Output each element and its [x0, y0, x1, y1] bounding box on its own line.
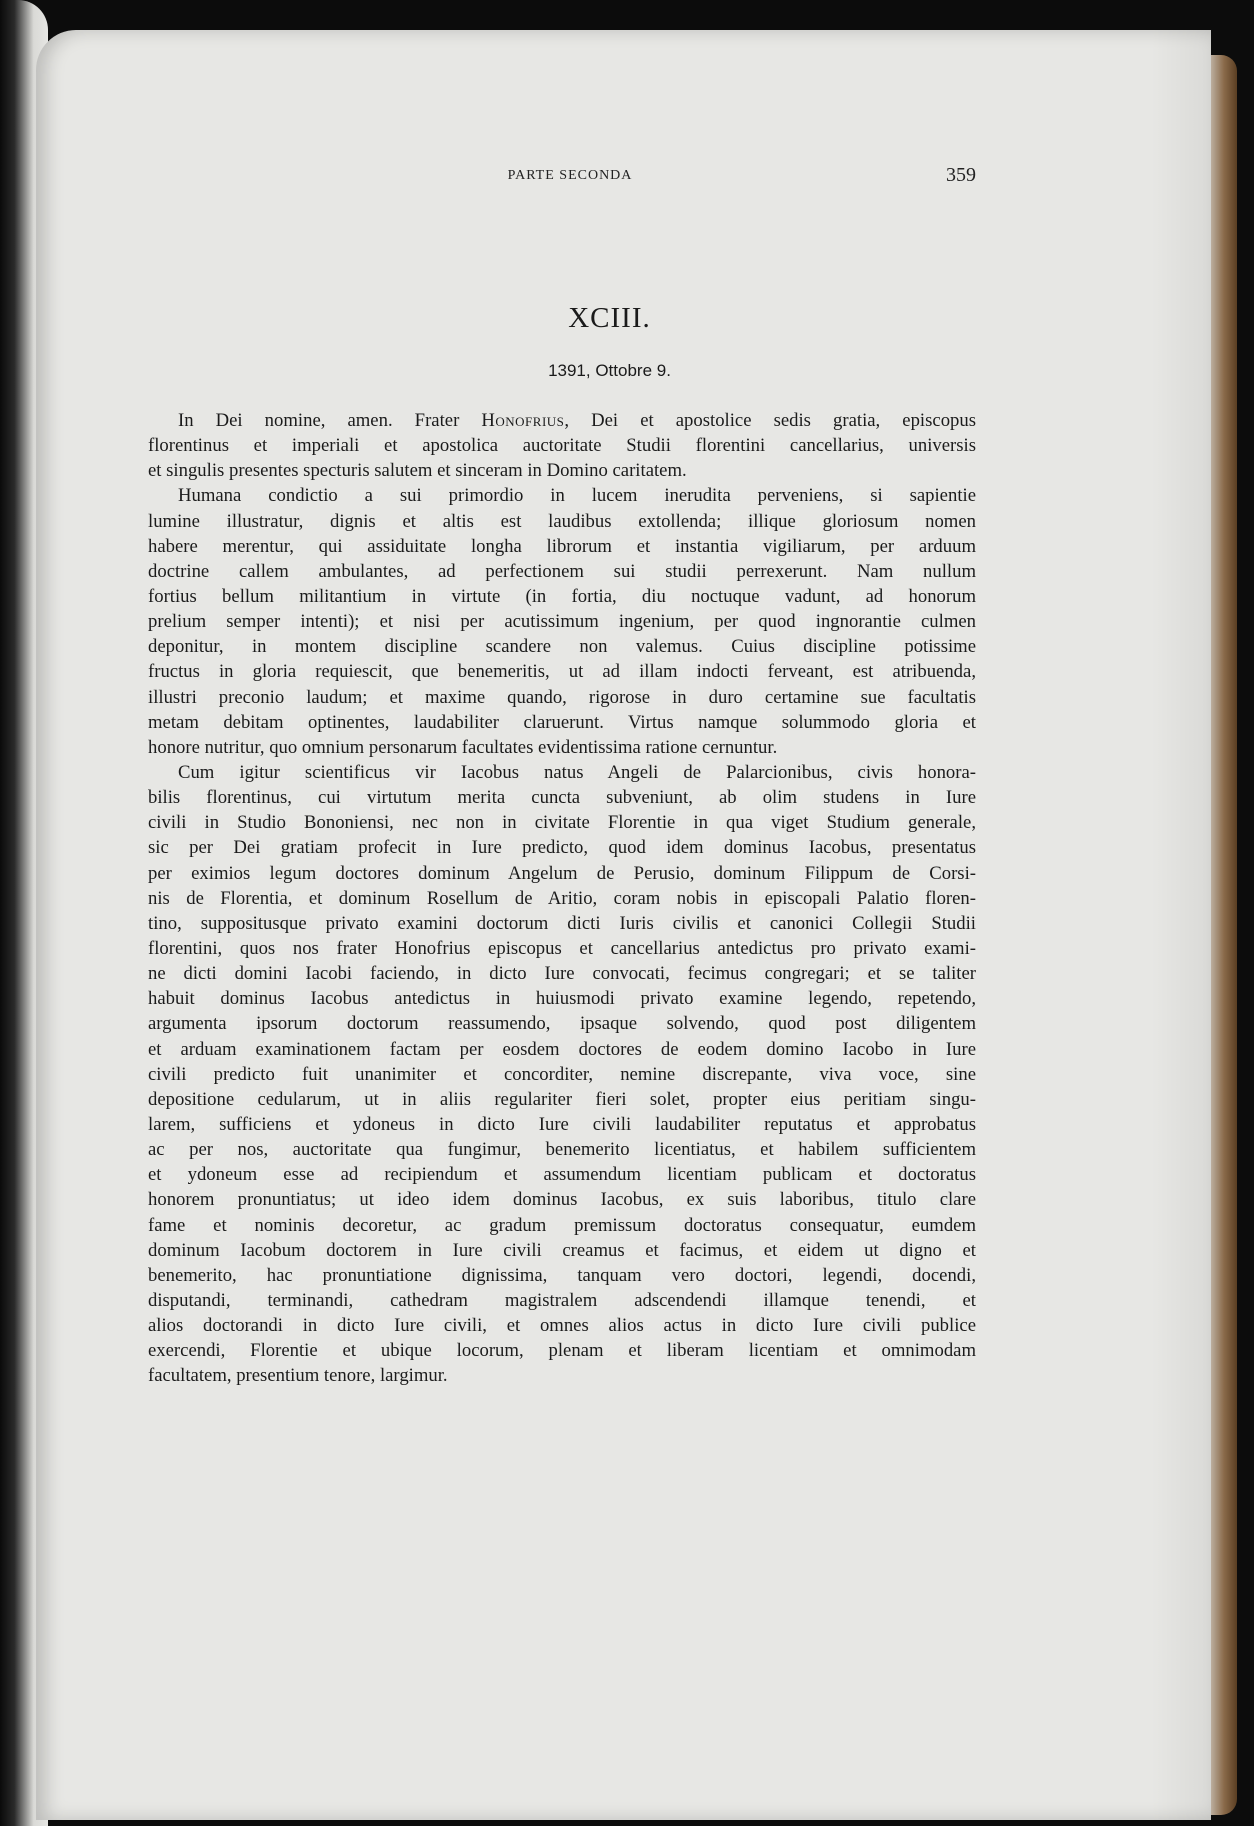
text-line: florentini, quos nos frater Honofrius episcopus et cancellarius antedictus pro privato exami-	[148, 937, 976, 959]
text-line: metam debitam optinentes, laudabiliter claruerunt. Virtus namque solummodo gloria et	[148, 711, 976, 733]
text-line: fortius bellum militantium in virtute (in fortia, diu noctuque vadunt, ad honorum	[148, 585, 976, 607]
text-line: civili in Studio Bononiensi, nec non in civitate Florentie in qua viget Studium generale,	[148, 812, 976, 834]
text-line: civili predicto fuit unanimiter et concorditer, nemine discrepante, viva voce, sine	[148, 1063, 976, 1085]
text-line: In Dei nomine, amen. Frater Honofrius, Dei et apostolice sedis gratia, episcopus	[178, 410, 976, 431]
running-head: PARTE SECONDA	[507, 168, 633, 183]
text-line: habere merentur, qui assiduitate longha librorum et instantia vigiliarum, per arduum	[148, 535, 976, 557]
text-line: Cum igitur scientificus vir Iacobus natus Angeli de Palarcionibus, civis honora-	[178, 761, 976, 783]
text-line: honorem pronuntiatus; ut ideo idem dominus Iacobus, ex suis laboribus, titulo clare	[148, 1189, 976, 1211]
book-page	[36, 30, 1211, 1820]
text-line: lumine illustratur, dignis et altis est laudibus extollenda; illique gloriosum nomen	[148, 510, 976, 532]
document-body	[148, 408, 976, 1388]
text-line: facultatem, presentium tenore, largimur.	[148, 1365, 448, 1387]
text-line: honore nutritur, quo omnium personarum facultates evidentissima ratione cernuntur.	[148, 736, 778, 758]
text-line: exercendi, Florentie et ubique locorum, plenam et liberam licentiam et omnimodam	[148, 1340, 976, 1362]
text-line: fame et nominis decoretur, ac gradum premissum doctoratus consequatur, eumdem	[148, 1214, 976, 1236]
text-line: et ydoneum esse ad recipiendum et assumendum licentiam publicam et doctoratus	[148, 1164, 976, 1186]
text-line: dominum Iacobum doctorem in Iure civili creamus et facimus, et eidem ut digno et	[148, 1239, 976, 1261]
text-line: alios doctorandi in dicto Iure civili, et omnes alios actus in dicto Iure civili publice	[148, 1315, 976, 1337]
text-line: tino, suppositusque privato examini doctorum dicti Iuris civilis et canonici Collegii Studii	[148, 912, 976, 934]
document-number: XCIII.	[568, 302, 651, 334]
page-number: 359	[946, 164, 976, 186]
text-line: et arduam examinationem factam per eosdem doctores de eodem domino Iacobo in Iure	[148, 1038, 976, 1060]
text-line: habuit dominus Iacobus antedictus in huiusmodi privato examine legendo, repetendo,	[148, 988, 976, 1010]
text-line: deponitur, in montem discipline scandere non valemus. Cuius discipline potissime	[148, 636, 976, 658]
text-line: nis de Florentia, et dominum Rosellum de Aritio, coram nobis in episcopali Palatio floren-	[148, 887, 976, 909]
text-line: et singulis presentes specturis salutem et sinceram in Domino caritatem.	[148, 460, 687, 482]
text-line: benemerito, hac pronuntiatione dignissima, tanquam vero doctori, legendi, docendi,	[148, 1264, 976, 1286]
text-line: sic per Dei gratiam profecit in Iure predicto, quod idem dominus Iacobus, presentatus	[148, 837, 976, 859]
text-line: Humana condictio a sui primordio in lucem inerudita perveniens, si sapientie	[178, 485, 976, 507]
text-line: disputandi, terminandi, cathedram magistralem adscendendi illamque tenendi, et	[148, 1289, 976, 1311]
text-line: doctrine callem ambulantes, ad perfectionem sui studii perrexerunt. Nam nullum	[148, 560, 976, 582]
text-line: prelium semper intenti); et nisi per acutissimum ingenium, per quod ingnorantie culmen	[148, 611, 976, 633]
document-date: 1391, Ottobre 9.	[548, 361, 671, 380]
text-line: depositione cedularum, ut in aliis regulariter fieri solet, propter eius peritiam singu-	[148, 1088, 976, 1110]
text-line: ne dicti domini Iacobi faciendo, in dicto Iure convocati, fecimus congregari; et se taliter	[148, 963, 976, 985]
name-small-caps: Honofrius	[481, 410, 565, 431]
text-line: larem, sufficiens et ydoneus in dicto Iure civili laudabiliter reputatus et approbatus	[148, 1113, 976, 1135]
text-line: fructus in gloria requiescit, que benemeritis, ut ad illam indocti ferveant, est atribuenda,	[148, 661, 976, 683]
page-header	[36, 164, 1211, 198]
text-line: illustri preconio laudum; et maxime quando, rigorose in duro certamine sue facultatis	[148, 686, 976, 708]
text-line: ac per nos, auctoritate qua fungimur, benemerito licentiatus, et habilem sufficientem	[148, 1139, 976, 1161]
text-line: argumenta ipsorum doctorum reassumendo, ipsaque solvendo, quod post diligentem	[148, 1013, 976, 1035]
text-line: bilis florentinus, cui virtutum merita cuncta subveniunt, ab olim studens in Iure	[148, 787, 976, 809]
text-line: per eximios legum doctores dominum Angelum de Perusio, dominum Filippum de Corsi-	[148, 862, 976, 884]
text-line: florentinus et imperiali et apostolica auctoritate Studii florentini cancellarius, universis	[148, 435, 976, 457]
